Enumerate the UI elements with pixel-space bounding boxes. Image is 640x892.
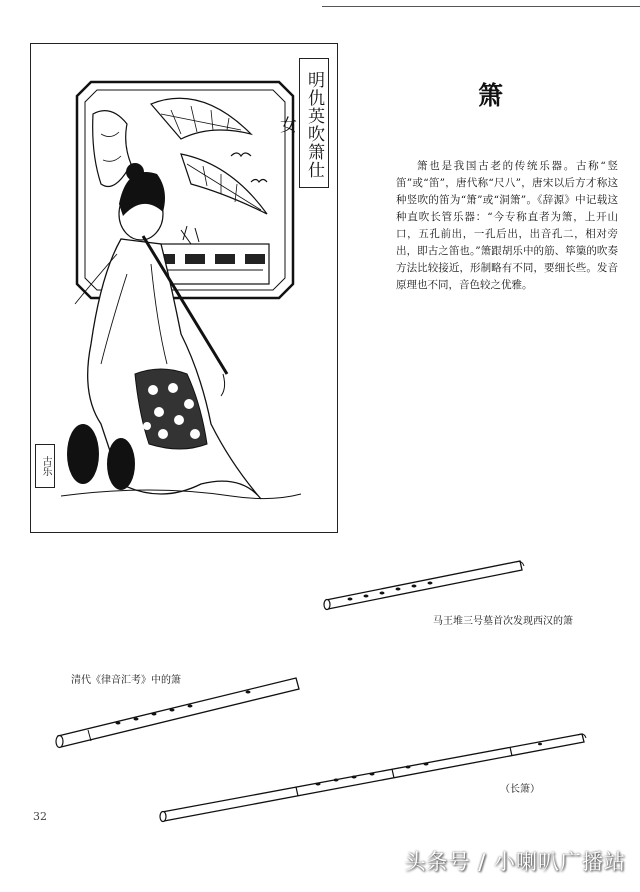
red-seal-stamp: 古乐 (35, 444, 55, 488)
caption-long-xiao: （长箫） (500, 784, 540, 795)
mawangdui-xiao-drawing (324, 561, 524, 610)
long-xiao-drawing (160, 734, 586, 822)
caption-mawangdui-xiao: 马王堆三号墓首次发现西汉的箫 (433, 616, 573, 627)
page-title: 箫 (478, 81, 506, 110)
body-paragraph: 箫也是我国古老的传统乐器。古称“竖笛”或“笛”，唐代称“尺八”，唐宋以后方才称这种竖吹的笛为“箫”或“洞箫”。《辞源》中记载这种直吹长管乐器：“今专称直者为箫，上开山口，五孔前出，一孔后出，出音孔二，相对旁出，即古之笛也。”箫跟胡乐中的筋、筚篥的吹奏方法比较接近，形制略有不同，要细长些。发音原理也不同，音色较之优雅。 (396, 160, 618, 291)
page-number: 32 (33, 810, 47, 823)
illustration-vertical-title: 明仇英吹箫仕女 (299, 58, 329, 188)
watermark-text: 头条号 / 小喇叭广播站 (404, 850, 626, 874)
caption-qing-xiao: 清代《律音汇考》中的箫 (71, 675, 181, 686)
qing-xiao-drawing (56, 678, 299, 748)
